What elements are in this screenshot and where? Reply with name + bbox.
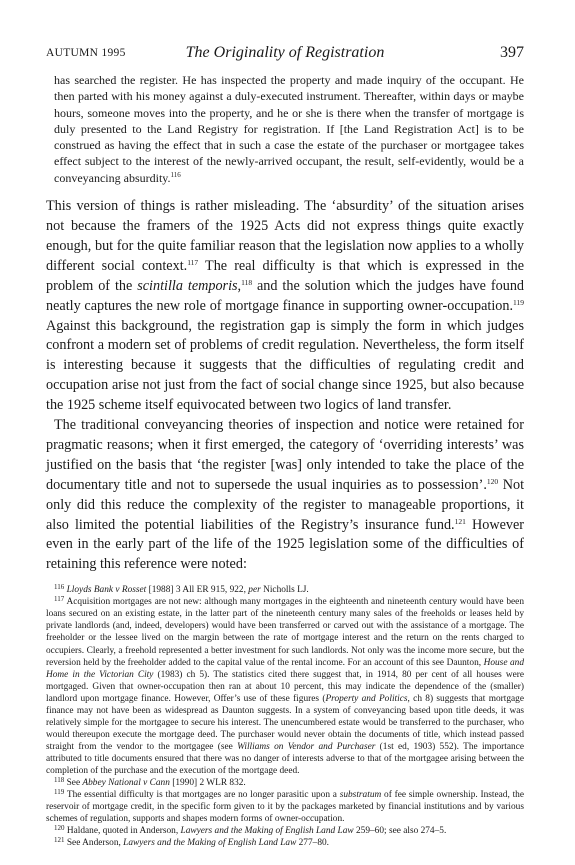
running-header <box>46 44 524 64</box>
footnote-ref: 121 <box>454 516 466 526</box>
footnote-number: 118 <box>54 776 65 785</box>
para-text: The traditional conveyancing theories of inspection and notice were retained for pragmatic reasons; when it first emerged, the category of ‘overriding interests’ was justified on the basis that ‘the register [was] only intended to take the place of the documentary title and not to supersede the usual inquiries as to possession’. <box>46 417 524 493</box>
footnote-text: [1990] 2 WLR 832. <box>169 778 246 789</box>
page-number: 397 <box>500 44 524 61</box>
footnote-ref: 116 <box>170 170 181 179</box>
footnote-text: 259–60; see also 274–5. <box>353 826 447 837</box>
body-paragraph-2 <box>46 416 524 575</box>
footnotes <box>46 584 524 849</box>
footnote-ref: 118 <box>241 277 253 287</box>
italic-term: scintilla temporis <box>137 277 238 294</box>
footnote-text: Haldane, quoted in Anderson, <box>66 826 181 837</box>
footnote-italic: substratum <box>339 790 382 801</box>
footnote-text: 277–80. <box>296 838 329 849</box>
para-text: This version of things is rather misleading. The ‘absurdity’ of the situation arises not because the framers of the 1925 Acts did not express things quite exactly enough, but for the quite familiar reason that the legislation now applies to a wholly different social context. <box>46 198 524 274</box>
page <box>46 44 524 849</box>
footnote-number: 120 <box>54 824 65 833</box>
book-title: Lawyers and the Making of English Land Law <box>123 838 297 849</box>
book-title: Property and Politics <box>325 693 408 704</box>
para-text: Not only did this reduce the complexity of the register to manageable proportions, it also limited the potential liabilities of the Registry’s insurance fund. <box>46 476 525 533</box>
para-text: However even in the early part of the life of the 1925 legislation some of the difficulties of retaining this reference were noted: <box>46 516 524 573</box>
footnote-number: 117 <box>54 595 65 604</box>
footnote-text: Nicholls LJ. <box>260 585 309 596</box>
footnote-text: [1988] 3 All ER 915, 922, <box>146 585 249 596</box>
book-title: Williams on Vendor and Purchaser <box>237 741 376 752</box>
footnote-text: See Anderson, <box>66 838 124 849</box>
para-text: and the solution which the judges have found neatly captures the new role of mortgage finance in supporting owner-occupation. <box>46 277 525 314</box>
footnote-number: 116 <box>54 583 65 592</box>
header-title: The Originality of Registration <box>185 44 385 61</box>
book-title: House and Home in the Victorian City <box>46 657 524 680</box>
footnote-text: The essential difficulty is that mortgages are no longer parasitic upon a <box>66 790 340 801</box>
quote-text: has searched the register. He has inspected the property and made inquiry of the occupant. He then parted with his money against a duly-executed instrument. Thereafter, within days or maybe hours, someone moves into the property, and he or she is there when the transfer of mortgage is duly presented to the Land Registry for registration. If [the Land Registration Act] is to be construed as having the effect that in such a case the estate of the purchaser or mortgagee takes effect subject to the interest of the newly-arrived occupant, the result, self-evidently, would be a conveyancing absurdity. <box>54 73 524 185</box>
footnote-text: Acquisition mortgages are not new: although many mortgages in the eighteenth and nineteenth century would have been loans secured on an existing estate, in the latter part of the nineteenth century many sales of the freeholds or leases held by private landlords (and, indeed, developers) would have been transferred or carved out with the assistance of a mortgage. The freeholder or the lessee lived on the margin between the rate of mortgage interest and the return on the rents charged to occupiers. Clearly, a freehold represented a better investment for such landlords. Not only was the income more secure, but the reversion held by the freeholder added to the capital value of the rental income. For an account of this see Daunton, <box>46 597 524 668</box>
footnote-number: 119 <box>54 788 65 797</box>
footnote-ref: 117 <box>187 257 199 267</box>
case-name: Abbey National v Cann <box>82 778 170 789</box>
footnote-120 <box>46 825 524 837</box>
footnote-116 <box>46 584 524 596</box>
para-text: Against this background, the registration gap is simply the form in which judges confront a modern set of problems of credit regulation. Nevertheless, the form itself is interesting because it suggests that the difficulties of regulating credit and occupation arise not just from the fact of social change since 1925, but also because the 1925 scheme itself equivocated between two logics of land transfer. <box>46 317 524 414</box>
block-quote <box>54 72 524 186</box>
case-name: Lloyds Bank v Rosset <box>66 585 147 596</box>
footnote-text: (1983) ch 5). The statistics cited there suggest that, in 1914, 80 per cent of all houses were mortgaged. Given that owner-occupation then ran at about 10 percent, this may indicate the dependence of the (smaller) landlord upon mortgage finance. However, Offer’s use of these figures ( <box>46 669 524 704</box>
footnote-121 <box>46 837 524 849</box>
para-text: The real difficulty is that which is expressed in the problem of the <box>46 257 525 294</box>
footnote-number: 121 <box>54 836 65 845</box>
footnote-text: , ch 8) suggests that mortgage finance may not have been as widespread as Daunton suggests. In a system of conveyancing based upon title deeds, it was relatively simple for the mortgagee to secure his interest. The unencumbered estate would be transferred to the purchaser, who would thereupon execute the mortgage deed. The purchaser would never obtain the documents of title, which instead passed straight from the vendor to the mortgagee (see <box>46 693 524 752</box>
footnote-117 <box>46 596 524 777</box>
footnote-118 <box>46 777 524 789</box>
body-paragraph-1 <box>46 197 524 416</box>
header-season: AUTUMN 1995 <box>46 47 126 59</box>
footnote-ref: 119 <box>513 297 524 307</box>
footnote-ref: 120 <box>486 476 499 486</box>
footnote-119 <box>46 789 524 825</box>
footnote-text: See <box>66 778 83 789</box>
para-text: , <box>237 277 242 294</box>
footnote-text: of fee simple ownership. Instead, the reservoir of mortgage credit, in the specific form given to it by the packages marketed by financial institutions and by various schemes of regulation, supports and shapes modern forms of owner-occupation. <box>46 790 524 825</box>
footnote-text: (1st ed, 1903) 552). The importance attributed to title documents ensured that there was no danger of interests adverse to that of the mortgagee arising between the completion of the purchase and the execution of the mortgage deed. <box>46 741 524 776</box>
book-title: Lawyers and the Making of English Land Law <box>180 826 354 837</box>
footnote-italic: per <box>248 585 261 596</box>
